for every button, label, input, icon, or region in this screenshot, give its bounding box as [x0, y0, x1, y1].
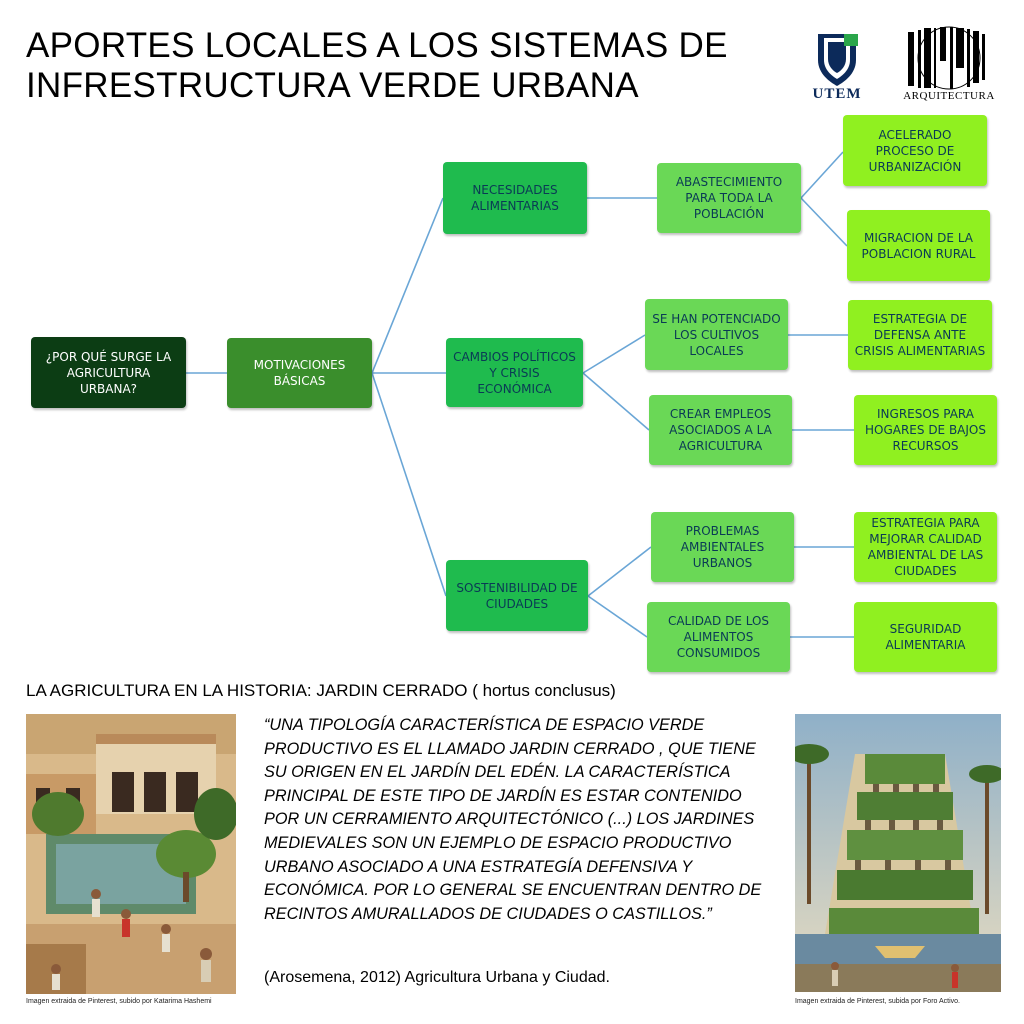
branch-sostenibilidad-node: SOSTENIBILIDAD DE CIUDADES — [446, 560, 588, 631]
result-seguridad-node: SEGURIDAD ALIMENTARIA — [854, 602, 997, 672]
right-image-caption: Imagen extraida de Pinterest, subida por Foro Activo. — [795, 998, 960, 1005]
motivation-tree-diagram — [0, 110, 1024, 680]
page-title: APORTES LOCALES A LOS SISTEMAS DE INFRESTRUCTURA VERDE URBANA — [26, 26, 728, 105]
root-question-node: ¿POR QUÉ SURGE LA AGRICULTURA URBANA? — [31, 337, 186, 408]
utem-logo — [804, 30, 870, 106]
left-garden-illustration — [26, 714, 236, 994]
arquitectura-logo — [896, 26, 1002, 106]
connector-branch2-child1 — [583, 335, 645, 373]
connector-motivations-branch-3 — [372, 373, 446, 596]
child-cultivos-locales-node: SE HAN POTENCIADO LOS CULTIVOS LOCALES — [645, 299, 788, 370]
utem-shield-icon — [804, 30, 870, 88]
hanging-garden-picture — [795, 714, 1001, 992]
connector-motivations-branch-1 — [372, 198, 443, 373]
connector-branch3-child1 — [588, 547, 651, 596]
branch-necesidades-node: NECESIDADES ALIMENTARIAS — [443, 162, 587, 234]
result-calidad-ambiental-node: ESTRATEGIA PARA MEJORAR CALIDAD AMBIENTAL DE LAS CIUDADES — [854, 512, 997, 582]
branch-cambios-node: CAMBIOS POLÍTICOS Y CRISIS ECONÓMICA — [446, 338, 583, 407]
child-abastecimiento-node: ABASTECIMIENTO PARA TODA LA POBLACIÓN — [657, 163, 801, 233]
left-image-caption: Imagen extraida de Pinterest, subido por Katarima Hashemi — [26, 998, 212, 1005]
child-crear-empleos-node: CREAR EMPLEOS ASOCIADOS A LA AGRICULTURA — [649, 395, 792, 465]
right-hanging-garden-illustration — [795, 714, 1001, 992]
connector-branch2-child2 — [583, 373, 649, 430]
result-migracion-node: MIGRACION DE LA POBLACION RURAL — [847, 210, 990, 281]
connector-branch3-child2 — [588, 596, 647, 637]
arquitectura-emblem-icon — [896, 26, 1002, 90]
result-urbanizacion-node: ACELERADO PROCESO DE URBANIZACIÓN — [843, 115, 987, 186]
child-problemas-ambientales-node: PROBLEMAS AMBIENTALES URBANOS — [651, 512, 794, 582]
utem-logo-text: UTEM — [812, 86, 862, 102]
history-citation: (Arosemena, 2012) Agricultura Urbana y Ciudad. — [264, 969, 610, 986]
result-defensa-crisis-node: ESTRATEGIA DE DEFENSA ANTE CRISIS ALIMENTARIAS — [848, 300, 992, 370]
result-ingresos-node: INGRESOS PARA HOGARES DE BAJOS RECURSOS — [854, 395, 997, 465]
connector-child1-result2 — [801, 198, 847, 246]
motivations-node: MOTIVACIONES BÁSICAS — [227, 338, 372, 408]
child-calidad-alimentos-node: CALIDAD DE LOS ALIMENTOS CONSUMIDOS — [647, 602, 790, 672]
history-quote: “UNA TIPOLOGÍA CARACTERÍSTICA DE ESPACIO VERDE PRODUCTIVO ES EL LLAMADO JARDIN CERRADO , QUE TIENE SU ORIGEN EN EL JARDÍN DEL EDÉN. LA CARACTERÍSTICA PRINCIPAL DE ESTE TIPO DE JARDÍN ES ESTAR CONTENIDO POR UN CERRAMIENTO ARQUITECTÓNICO (...) LOS JARDINES MEDIEVALES SON UN EJEMPLO DE ESPACIO PRODUCTIVO URBANO ASOCIADO A UNA ESTRATEGÍA DEFENSIVA Y ECONÓMICA. POR LO GENERAL SE ENCUENTRAN DENTRO DE RECINTOS AMURALLADOS DE CIUDADES O CASTILLOS.” — [264, 716, 762, 923]
enclosed-garden-picture — [26, 714, 236, 994]
connector-child1-result1 — [801, 152, 843, 198]
history-section-title: LA AGRICULTURA EN LA HISTORIA: JARDIN CERRADO ( hortus conclusus) — [26, 681, 616, 700]
arquitectura-logo-text: ARQUITECTURA — [903, 90, 995, 102]
